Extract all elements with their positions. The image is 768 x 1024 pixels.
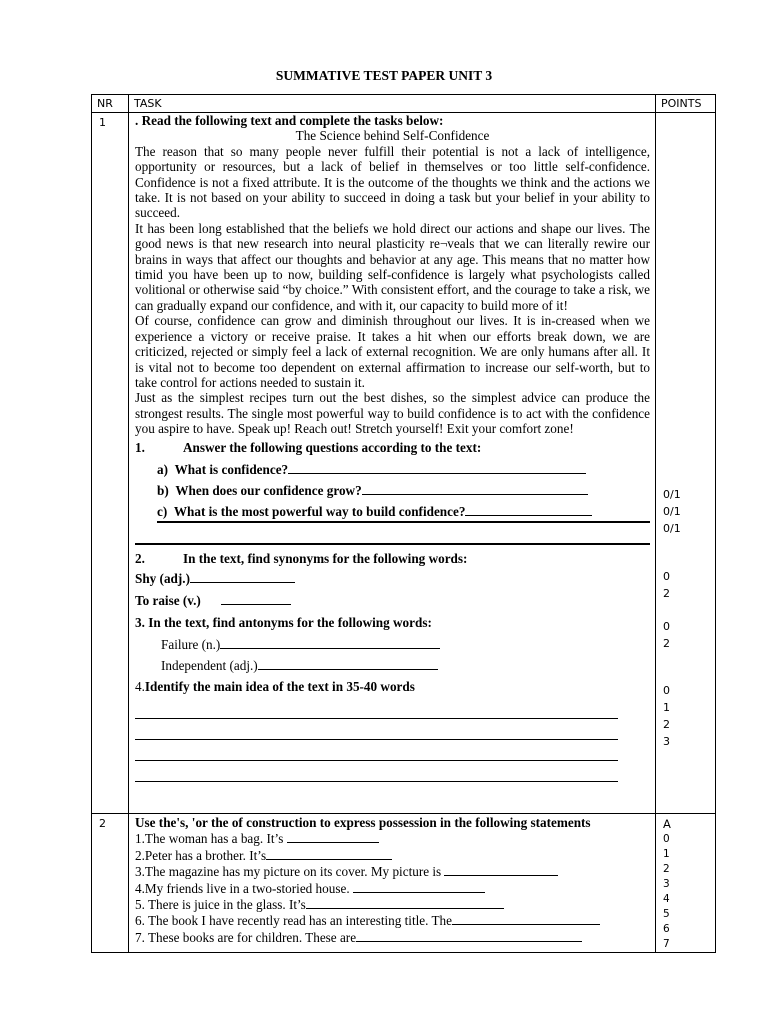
header-nr: NR: [92, 95, 129, 113]
task-number: 2: [92, 814, 129, 953]
question-1: 1. Answer the following questions according to the text:: [135, 439, 482, 455]
paragraph: Just as the simplest recipes turn out the best dishes, so the simplest advice can produce the strongest results. The single most powerful way to build confidence is to act with the confidence you aspire to have. Speak up! Reach out! Stretch yourself! Exit your comfort zone!: [135, 390, 650, 437]
task-instruction: Use the's, 'or the of construction to express possession in the following statements: [135, 815, 591, 830]
answer-line[interactable]: [135, 698, 618, 719]
answer-line[interactable]: [266, 847, 392, 860]
header-task: TASK: [129, 95, 656, 113]
answer-line[interactable]: [135, 740, 618, 761]
task-instruction: . Read the following text and complete the tasks below:: [135, 113, 444, 128]
antonym-failure: Failure (n.): [135, 634, 650, 655]
task-points: A 0 1 2 3 4 5 6 7: [656, 814, 716, 953]
answer-line[interactable]: [306, 896, 504, 909]
answer-line[interactable]: [258, 657, 438, 670]
answer-line[interactable]: [444, 863, 558, 876]
statement: 7. These books are for children. These are: [135, 929, 650, 945]
answer-line[interactable]: [288, 461, 586, 474]
answer-line[interactable]: [452, 912, 600, 925]
task-row-1: [92, 113, 716, 814]
answer-line[interactable]: [353, 880, 485, 893]
paragraph: It has been long established that the beliefs we hold direct our actions and shape our lives. The good news is that new research into neural plasticity re¬veals that we can literally rewire our brains in ways that affect our thoughts and behavior at any age. This means that no matter how timid you have been up to now, building self-confidence is largely what psychologists called volitional or otherwise said “by choice.” With consistent effort, and the courage to take a risk, we can gradually expand our confidence, and with it, our capacity to build more of it!: [135, 220, 650, 313]
statement: 4.My friends live in a two-storied house.: [135, 880, 650, 896]
header-row: [92, 95, 716, 113]
answer-line[interactable]: [221, 592, 291, 605]
text-title: The Science behind Self-Confidence: [295, 128, 490, 144]
answer-line[interactable]: [135, 719, 618, 740]
statement: 3.The magazine has my picture on its cover. My picture is: [135, 863, 650, 879]
q1-items: [135, 461, 650, 523]
statement: 1.The woman has a bag. It’s: [135, 830, 650, 846]
page-title: SUMMATIVE TEST PAPER UNIT 3: [275, 68, 493, 83]
statement: 6. The book I have recently read has an interesting title. The: [135, 912, 650, 928]
antonym-independent: Independent (adj.): [135, 655, 650, 676]
task-number: 1: [92, 113, 129, 814]
question-2: 2. In the text, find synonyms for the following words:: [135, 550, 468, 566]
q1-item-b: b) When does our confidence grow?: [157, 482, 650, 503]
answer-line[interactable]: [190, 570, 295, 583]
task-content: [129, 113, 656, 814]
statement: 5. There is juice in the glass. It’s: [135, 896, 650, 912]
task-points: 0/1 0/1 0/1 0 2 0 2 0 1 2 3: [656, 113, 716, 814]
answer-line[interactable]: [465, 503, 592, 516]
answer-line[interactable]: [135, 761, 618, 782]
paragraph: Of course, confidence can grow and diminish throughout our lives. It is in-creased when we experience a victory or receive praise. It takes a hit when our efforts break down, we are criticized, rejected or simply feel a lack of external recognition. We are only humans after all. It is vital not to become too dependent on external affirmation to increase our self-worth, but to take control for actions needed to sustain it.: [135, 313, 650, 390]
answer-line[interactable]: [287, 830, 379, 843]
synonym-shy: Shy (adj.): [135, 568, 650, 590]
answer-line[interactable]: [135, 523, 650, 545]
test-table: [91, 94, 716, 953]
statement: 2.Peter has a brother. It’s: [135, 847, 650, 863]
answer-line[interactable]: [220, 636, 440, 649]
task-row-2: [92, 814, 716, 953]
q1-item-c: c) What is the most powerful way to build confidence?: [157, 503, 650, 523]
answer-line[interactable]: [356, 929, 582, 942]
question-4: 4.Identify the main idea of the text in 35-40 words: [135, 679, 415, 695]
task-content: [129, 814, 656, 953]
question-3: 3. In the text, find antonyms for the following words:: [135, 615, 432, 631]
paragraph: The reason that so many people never fulfill their potential is not a lack of intelligence, opportunity or resources, but a lack of belief in themselves or too little self-confidence. Confidence is not a fixed attribute. It is the outcome of the thoughts we think and the actions we take. It is not based on your ability to succeed in doing a task but your belief in your ability to succeed.: [135, 143, 650, 221]
q1-item-a: a) What is confidence?: [157, 461, 650, 482]
synonym-raise: To raise (v.): [135, 590, 650, 612]
answer-line[interactable]: [362, 482, 588, 495]
header-points: POINTS: [656, 95, 716, 113]
